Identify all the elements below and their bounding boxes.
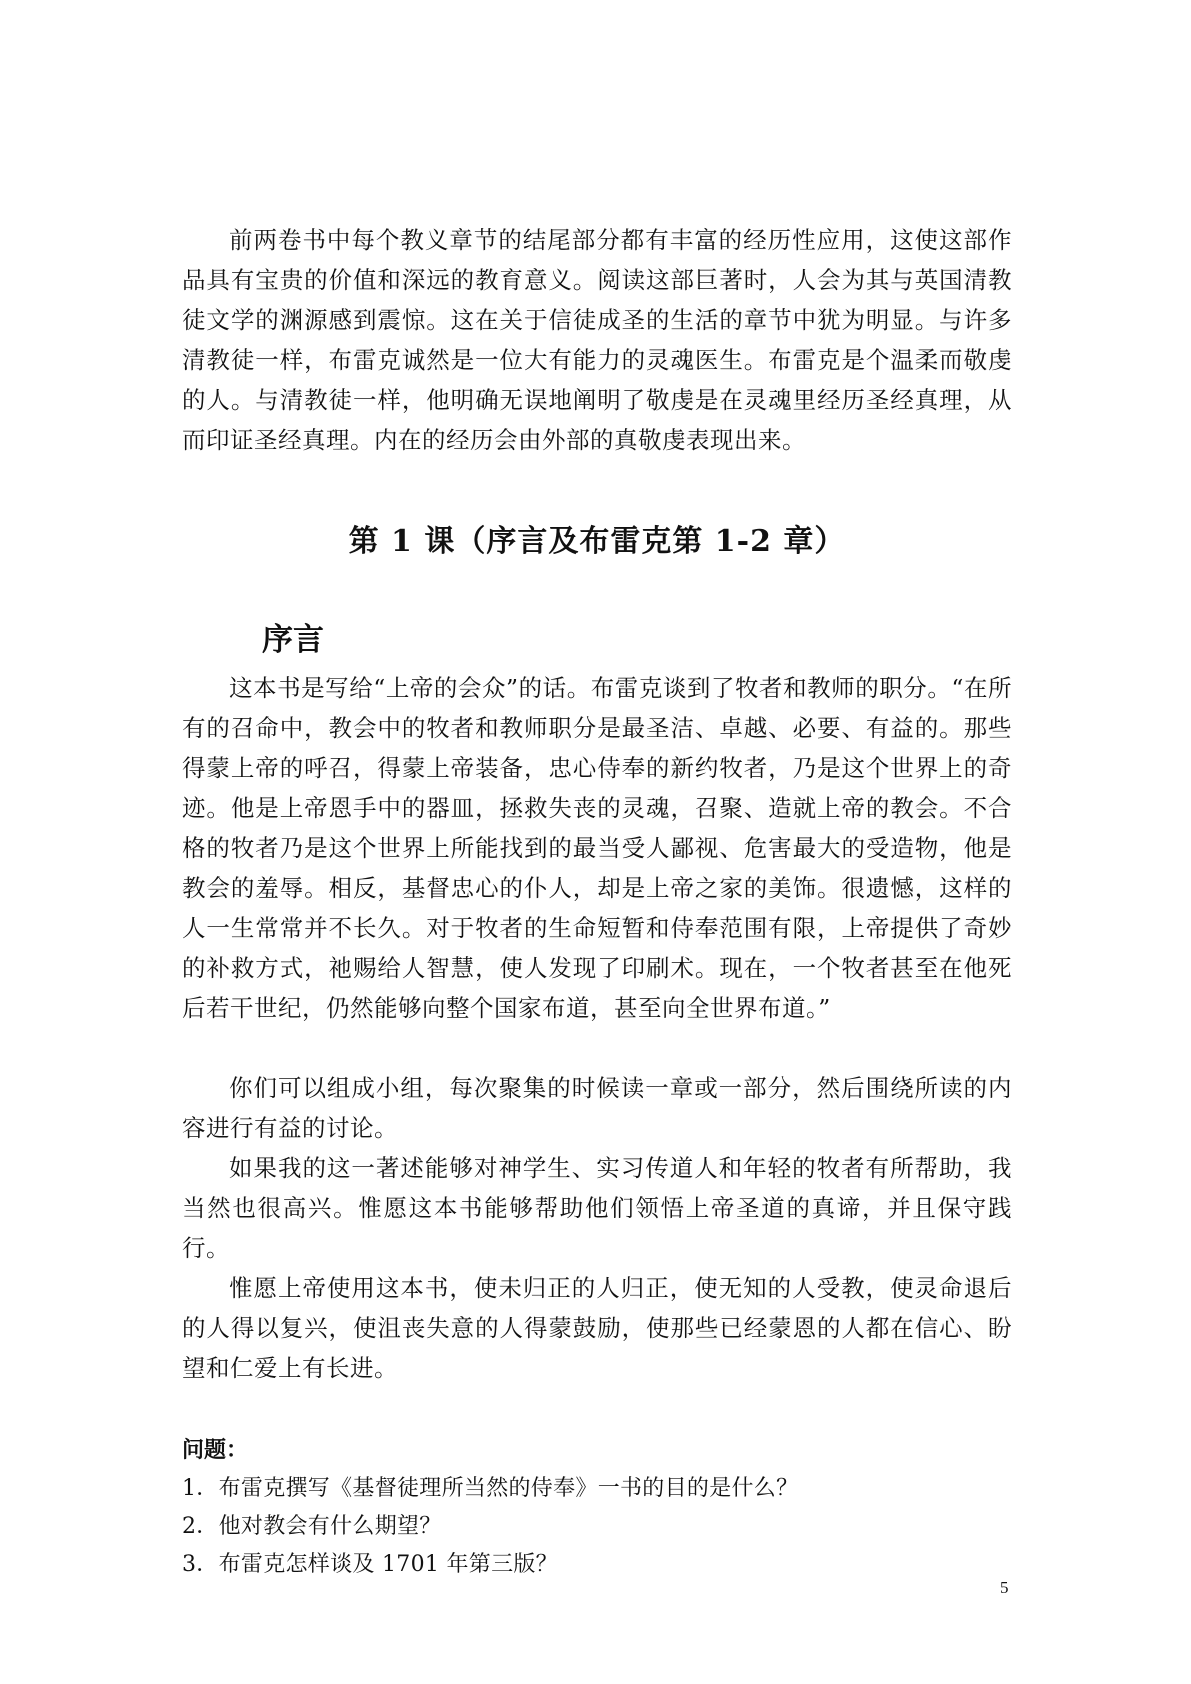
- section-title: 序言: [262, 622, 324, 658]
- section-paragraph: 如果我的这一著述能够对神学生、实习传道人和年轻的牧者有所帮助，我当然也很高兴。惟愿这本书能够帮助他们领悟上帝圣道的真谛，并且保守践行。: [182, 1154, 1012, 1262]
- intro-paragraph: 前两卷书中每个教义章节的结尾部分都有丰富的经历性应用，这使这部作品具有宝贵的价值和深远的教育意义。阅读这部巨著时，人会为其与英国清教徒文学的渊源感到震惊。这在关于信徒成圣的生活的章节中犹为明显。与许多清教徒一样，布雷克诚然是一位大有能力的灵魂医生。布雷克是个温柔而敬虔的人。与清教徒一样，他明确无误地阐明了敬虔是在灵魂里经历圣经真理，从而印证圣经真理。内在的经历会由外部的真敬虔表现出来。: [182, 226, 1012, 454]
- section-body: [182, 668, 1012, 1388]
- page-number: 5: [1000, 1578, 1009, 1597]
- paragraph-spacer: [182, 1028, 1012, 1068]
- questions-list: [182, 1470, 1012, 1584]
- section-paragraph: 惟愿上帝使用这本书，使未归正的人归正，使无知的人受教，使灵命退后的人得以复兴，使沮丧失意的人得蒙鼓励，使那些已经蒙恩的人都在信心、盼望和仁爱上有长进。: [182, 1274, 1012, 1382]
- question-item: 2．他对教会有什么期望？: [182, 1514, 442, 1539]
- section-paragraph: 你们可以组成小组，每次聚集的时候读一章或一部分，然后围绕所读的内容进行有益的讨论。: [182, 1074, 1012, 1142]
- question-item: 3．布雷克怎样谈及 1701 年第三版？: [182, 1552, 558, 1577]
- questions-title: 问题：: [182, 1437, 249, 1463]
- lesson-title: 第 1 课（序言及布雷克第 1-2 章）: [348, 524, 846, 559]
- question-item: 1．布雷克撰写《基督徒理所当然的侍奉》一书的目的是什么？: [182, 1476, 799, 1501]
- section-paragraph: 这本书是写给“上帝的会众”的话。布雷克谈到了牧者和教师的职分。“在所有的召命中，教会中的牧者和教师职分是最圣洁、卓越、必要、有益的。那些得蒙上帝的呼召，得蒙上帝装备，忠心侍奉的新约牧者，乃是这个世界上的奇迹。他是上帝恩手中的器皿，拯救失丧的灵魂，召聚、造就上帝的教会。不合格的牧者乃是这个世界上所能找到的最当受人鄙视、危害最大的受造物，他是教会的羞辱。相反，基督忠心的仆人，却是上帝之家的美饰。很遗憾，这样的人一生常常并不长久。对于牧者的生命短暂和侍奉范围有限，上帝提供了奇妙的补救方式，祂赐给人智慧，使人发现了印刷术。现在，一个牧者甚至在他死后若干世纪，仍然能够向整个国家布道，甚至向全世界布道。”: [182, 674, 1012, 1022]
- page-content: [182, 220, 1012, 1584]
